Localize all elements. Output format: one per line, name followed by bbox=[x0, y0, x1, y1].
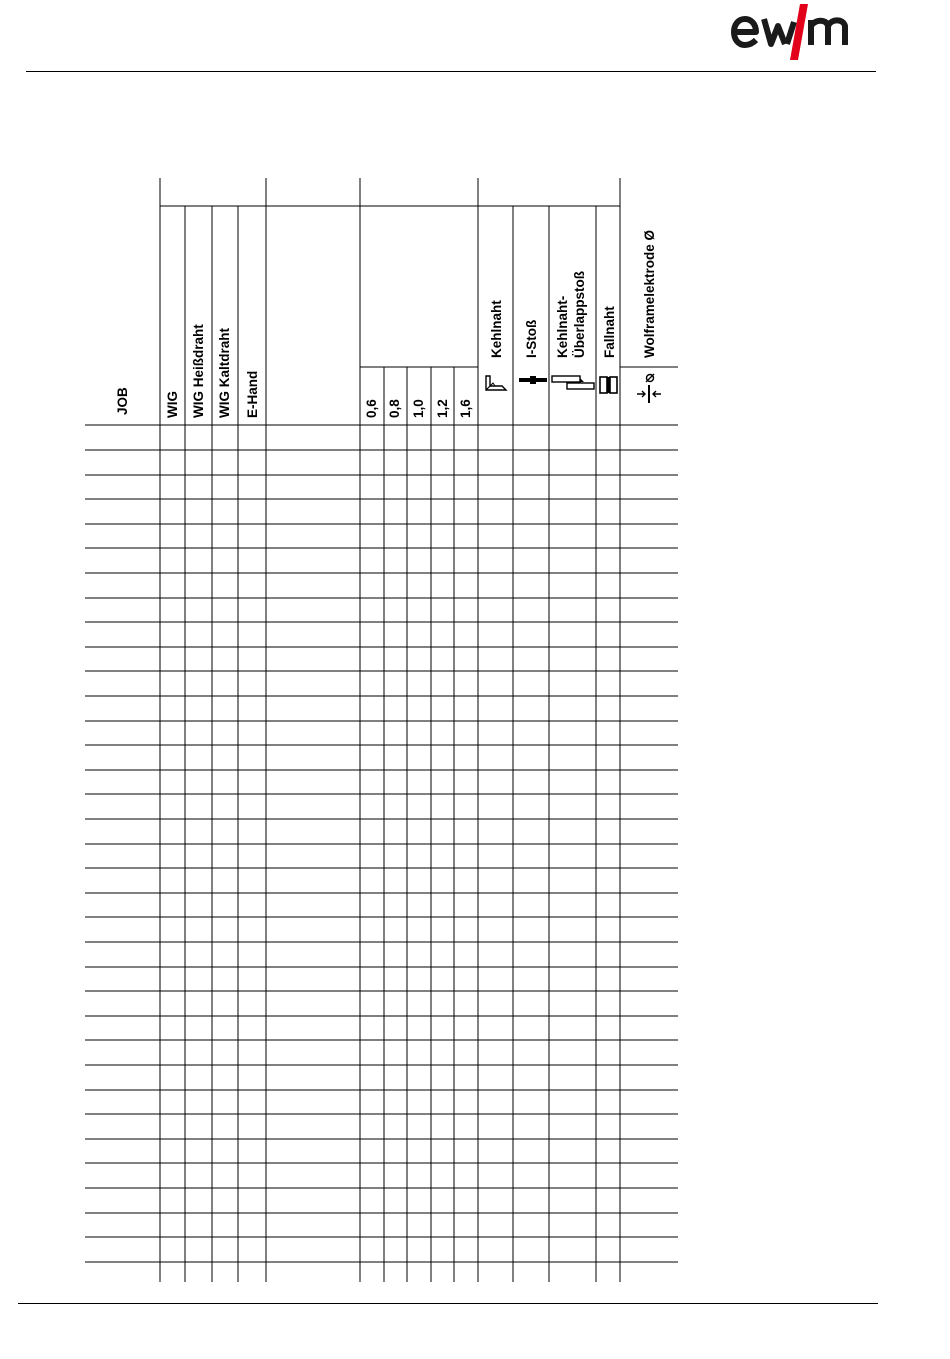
job-header: JOB bbox=[115, 387, 130, 415]
seam-header-kehlnaht: Kehlnaht bbox=[489, 300, 504, 358]
wire-diameter-16: 1,6 bbox=[458, 399, 473, 418]
seam-header-kehlnaht-ueberlappstoss-2: Überlappstoß bbox=[572, 270, 587, 358]
wire-diameter-08: 0,8 bbox=[387, 399, 402, 418]
vertical-down-weld-icon bbox=[598, 375, 620, 397]
process-header-e-hand: E-Hand bbox=[245, 370, 260, 418]
tungsten-electrode-icon bbox=[635, 372, 663, 406]
seam-header-fallnaht: Fallnaht bbox=[602, 306, 617, 358]
seam-header-kehlnaht-ueberlappstoss-1: Kehlnaht- bbox=[555, 295, 570, 358]
wire-diameter-06: 0,6 bbox=[364, 399, 379, 418]
seam-header-i-stoss: I-Stoß bbox=[524, 319, 539, 358]
process-header-wig-heissdraht: WIG Heißdraht bbox=[191, 324, 206, 418]
butt-joint-icon bbox=[518, 374, 548, 386]
wire-diameter-12: 1,2 bbox=[435, 399, 450, 418]
fillet-weld-icon bbox=[482, 373, 510, 395]
process-header-wig-kaltdraht: WIG Kaltdraht bbox=[217, 328, 232, 418]
process-header-wig: WIG bbox=[165, 391, 180, 418]
electrode-header: Wolframelektrode Ø bbox=[642, 229, 657, 358]
lap-joint-icon bbox=[551, 374, 595, 394]
wire-diameter-10: 1,0 bbox=[411, 399, 426, 418]
